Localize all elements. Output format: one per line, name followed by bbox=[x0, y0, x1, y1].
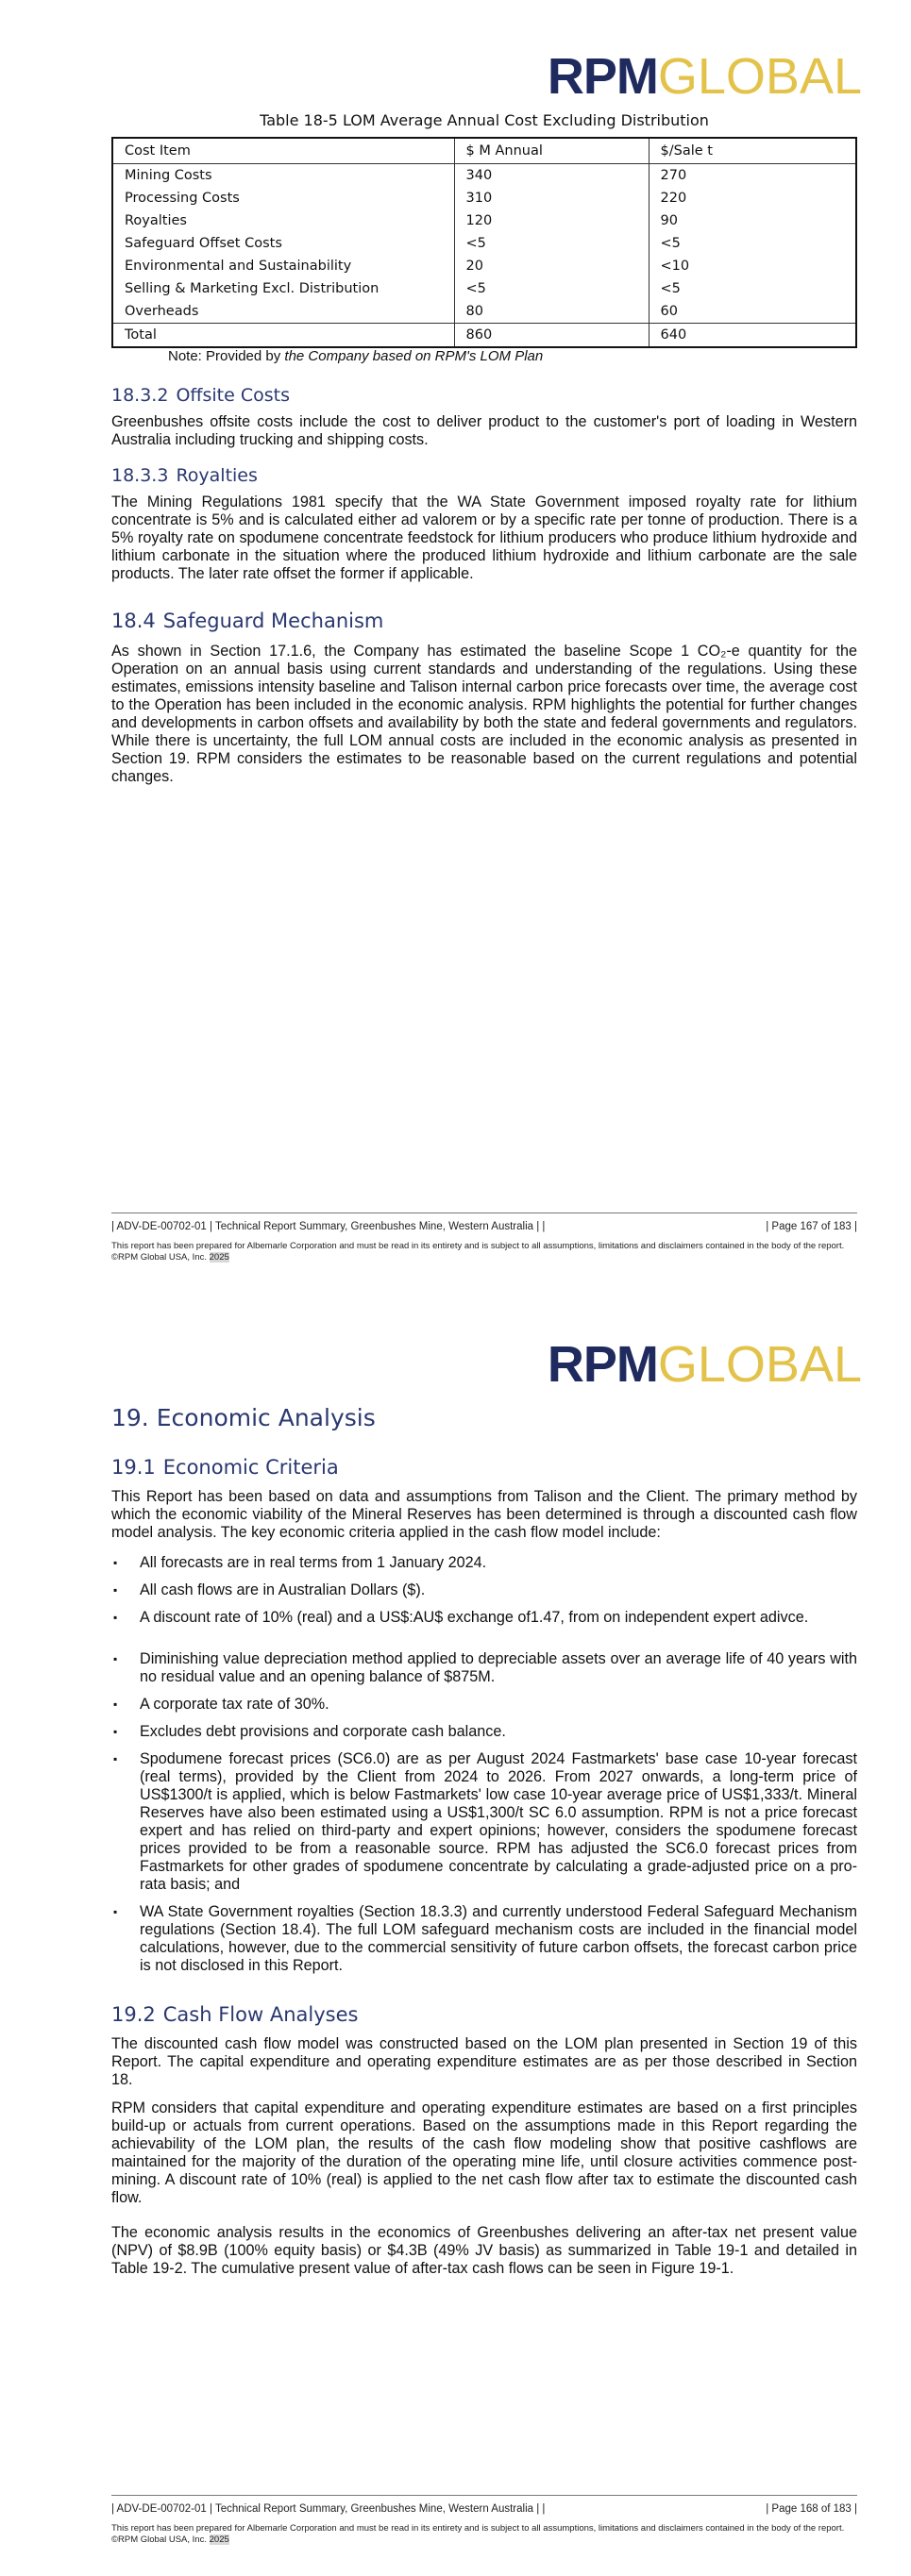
table-row bbox=[112, 255, 856, 277]
table-cell: Royalties bbox=[125, 213, 187, 228]
paragraph: Greenbushes offsite costs include the cost to deliver product to the customer's port of loading in Western Australia including trucking and shipping costs. bbox=[111, 413, 857, 448]
table-cell: 340 bbox=[454, 164, 649, 188]
table-cell: <5 bbox=[454, 232, 649, 255]
table-cell: 640 bbox=[649, 324, 856, 348]
list-item: ▪ WA State Government royalties (Section 18.3.3) and currently understood Federal Safeguard Mechanism regulations (Section 18.4). The full LOM safeguard mechanism costs are included in the financial model calculations, however, due to the commercial sensitivity of future carbon offsets, the forecast carbon price is not disclosed in this Report. bbox=[111, 1903, 857, 1975]
table-row bbox=[112, 209, 856, 232]
list-item: ▪ A corporate tax rate of 30%. bbox=[111, 1696, 857, 1714]
table-row bbox=[112, 164, 856, 188]
table-cell: Selling & Marketing Excl. Distribution bbox=[125, 281, 380, 296]
column-header: Cost Item bbox=[112, 138, 454, 164]
list-item: ▪ A discount rate of 10% (real) and a US$:AU$ exchange of1.47, from on independent expert adivce. bbox=[111, 1609, 857, 1627]
table-cell: <5 bbox=[649, 277, 856, 300]
table-cell: 860 bbox=[454, 324, 649, 348]
paragraph: RPM considers that capital expenditure and operating expenditure estimates are based on a first principles build-up or actuals from current operations. Based on the assumptions made in this Report regarding the achievability of the LOM plan, the results of the cash flow modeling show that positive cashflows are maintained for the majority of the duration of the operating mine life, until closure activities commence post-mining. A discount rate of 10% (real) is applied to the net cash flow after tax to estimate the discounted cash flow. bbox=[111, 2099, 857, 2206]
table-cell: Total bbox=[112, 324, 454, 348]
table-cell: 20 bbox=[454, 255, 649, 277]
table-cell: Safeguard Offset Costs bbox=[125, 236, 282, 251]
table-cell: 60 bbox=[649, 300, 856, 324]
table-cell: 120 bbox=[454, 209, 649, 232]
table-cell: 270 bbox=[649, 164, 856, 188]
table-cell: 310 bbox=[454, 187, 649, 209]
table-cell: 80 bbox=[454, 300, 649, 324]
table-cell: Processing Costs bbox=[125, 191, 240, 206]
footer: | ADV-DE-00702-01 | Technical Report Summary, Greenbushes Mine, Western Australia | | | Page 168 of 183 | bbox=[111, 2503, 857, 2515]
list-item: ▪ Diminishing value depreciation method applied to depreciable assets over an average life of 40 years with no residual value and an opening balance of $875M. bbox=[111, 1650, 857, 1686]
criteria-list-a bbox=[111, 1554, 857, 1636]
table-header-row bbox=[112, 138, 856, 164]
section-heading-19-1: 19.1 Economic Criteria bbox=[111, 1456, 339, 1479]
rpm-global-logo: RPMGLOBAL bbox=[547, 48, 862, 105]
paragraph: The Mining Regulations 1981 specify that the WA State Government imposed royalty rate for lithium concentrate is 5% and is calculated either ad valorem or by a specific rate per tonne of production. There is a 5% royalty rate on spodumene concentrate feedstock for lithium producers who produce lithium hydroxide and lithium carbonate in the situation where the produced lithium hydroxide and lithium carbonate are the sale products. The later rate offset the former if applicable. bbox=[111, 493, 857, 582]
list-item: ▪ Spodumene forecast prices (SC6.0) are as per August 2024 Fastmarkets' base case 10-year forecast (real terms), provided by the Client from 2024 to 2026. From 2027 onwards, a long-term price of US$1300/t is applied, which is below Fastmarkets' low case 10-year average price of US$1,333/t. Mineral Reserves have also been estimated using a US$1,300/t SC 6.0 assumption. RPM is not a price forecast expert and has relied on third-party and expert opinions; however, considers the spodumene forecast prices provided to be from a reasonable source. RPM has adjusted the SC6.0 forecast prices from Fastmarkets for other grades of spodumene concentrate by calculating a grade-adjusted price on a pro-rata basis; and bbox=[111, 1750, 857, 1894]
paragraph: This Report has been based on data and assumptions from Talison and the Client. The primary method by which the economic viability of the Mineral Reserves has been determined is through a discounted cash flow model analysis. The key economic criteria applied in the cash flow model include: bbox=[111, 1488, 857, 1541]
footer-rule bbox=[111, 2495, 857, 2496]
table-caption: Table 18-5 LOM Average Annual Cost Excluding Distribution bbox=[260, 111, 709, 129]
table-cell: 220 bbox=[649, 187, 856, 209]
table-cell: Overheads bbox=[125, 304, 199, 319]
chapter-heading-19: 19. Economic Analysis bbox=[111, 1404, 376, 1431]
table-cell: <10 bbox=[649, 255, 856, 277]
section-heading-18-3-2: 18.3.2 Offsite Costs bbox=[111, 385, 290, 406]
paragraph: The discounted cash flow model was constructed based on the LOM plan presented in Section 19 of this Report. The capital expenditure and operating expenditure estimates are as per those described in Section 18. bbox=[111, 2035, 857, 2088]
page-168 bbox=[0, 1288, 911, 2576]
disclaimer: This report has been prepared for Albemarle Corporation and must be read in its entirety and is subject to all assumptions, limitations and disclaimers contained in the body of the report. ©RPM Global USA, Inc. 2025 bbox=[111, 2523, 845, 2545]
disclaimer: This report has been prepared for Albemarle Corporation and must be read in its entirety and is subject to all assumptions, limitations and disclaimers contained in the body of the report. ©RPM Global USA, Inc. 2025 bbox=[111, 1241, 845, 1263]
list-item: ▪ All cash flows are in Australian Dollars ($). bbox=[111, 1581, 857, 1599]
table-note: Note: Provided by the Company based on RPM's LOM Plan bbox=[168, 348, 544, 364]
table-cell: Environmental and Sustainability bbox=[125, 259, 352, 274]
column-header: $ M Annual bbox=[454, 138, 649, 164]
table-row bbox=[112, 300, 856, 324]
section-heading-18-3-3: 18.3.3 Royalties bbox=[111, 465, 258, 486]
lom-cost-table bbox=[111, 137, 857, 348]
table-cell: <5 bbox=[454, 277, 649, 300]
rpm-global-logo: RPMGLOBAL bbox=[547, 1336, 862, 1393]
list-item: ▪ All forecasts are in real terms from 1 January 2024. bbox=[111, 1554, 857, 1572]
table-row bbox=[112, 187, 856, 209]
column-header: $/Sale t bbox=[649, 138, 856, 164]
section-heading-18-4: 18.4 Safeguard Mechanism bbox=[111, 610, 384, 632]
table-cell: 90 bbox=[649, 209, 856, 232]
paragraph: As shown in Section 17.1.6, the Company has estimated the baseline Scope 1 CO₂-e quantity for the Operation on an annual basis using current standards and understanding of the regulations. Using these estimates, emissions intensity baseline and Talison internal carbon price forecasts over time, the average cost to the Operation has been included in the economic analysis. RPM highlights the potential for further changes and developments in carbon offsets and availability by both the state and federal governments and regulators. While there is uncertainty, the full LOM annual costs are included in the economic analysis as presented in Section 19. RPM considers the estimates to be reasonable based on the current regulations and potential changes. bbox=[111, 643, 857, 785]
criteria-list-b bbox=[111, 1650, 857, 1984]
table-total-row bbox=[112, 324, 856, 348]
paragraph: The economic analysis results in the economics of Greenbushes delivering an after-tax net present value (NPV) of $8.9B (100% equity basis) or $4.3B (49% JV basis) as summarized in Table 19-1 and detailed in Table 19-2. The cumulative present value of after-tax cash flows can be seen in Figure 19-1. bbox=[111, 2224, 857, 2277]
section-heading-19-2: 19.2 Cash Flow Analyses bbox=[111, 2003, 359, 2026]
table-row bbox=[112, 277, 856, 300]
table-row bbox=[112, 232, 856, 255]
footer: | ADV-DE-00702-01 | Technical Report Summary, Greenbushes Mine, Western Australia | | | Page 167 of 183 | bbox=[111, 1221, 857, 1232]
list-item: ▪ Excludes debt provisions and corporate cash balance. bbox=[111, 1723, 857, 1741]
table-cell: Mining Costs bbox=[125, 168, 212, 183]
table-cell: <5 bbox=[649, 232, 856, 255]
